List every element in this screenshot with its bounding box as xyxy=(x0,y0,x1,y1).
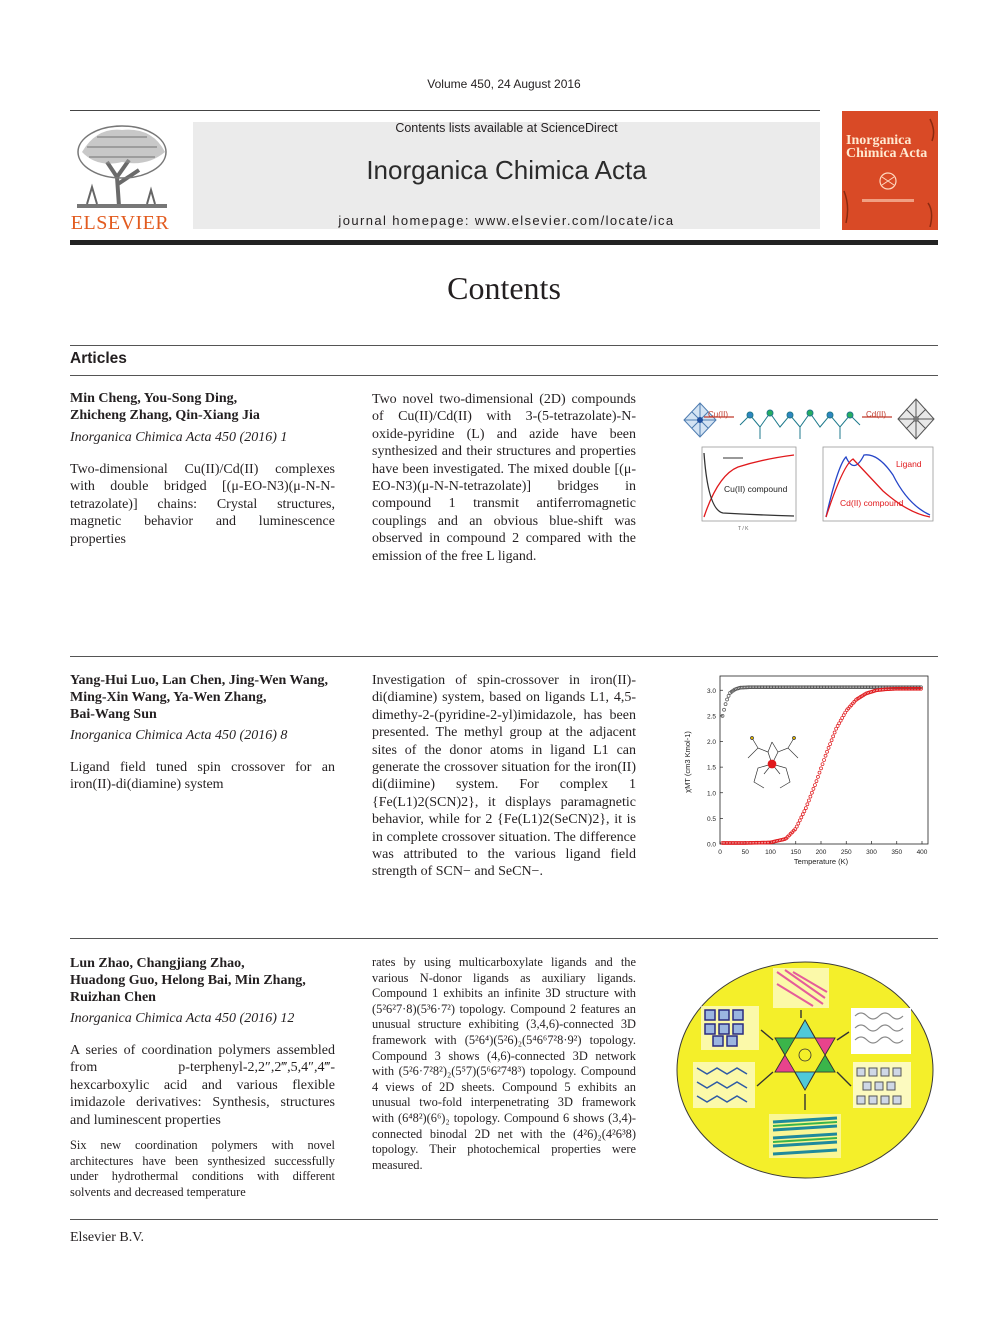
spin-crossover-chart xyxy=(676,668,938,873)
cu-compound-label: Cu(II) compound xyxy=(724,484,788,494)
data-point xyxy=(804,807,807,810)
cu-polyhedron-icon xyxy=(684,403,716,437)
data-point xyxy=(806,803,809,806)
ligand-chain-icon xyxy=(740,410,860,439)
data-point xyxy=(826,750,829,753)
x-tick-label: 50 xyxy=(741,849,749,856)
data-point xyxy=(820,767,823,770)
article-1-graphical-abstract xyxy=(678,395,938,530)
structure-thumbnail xyxy=(853,1062,911,1108)
x-tick-label: 250 xyxy=(840,849,852,856)
x-tick-label: 200 xyxy=(815,849,827,856)
author-line: Lun Zhao, Changjiang Zhao, xyxy=(70,956,245,971)
page-title: Contents xyxy=(447,270,561,306)
publisher-footer: Elsevier B.V. xyxy=(70,1230,145,1245)
data-point xyxy=(830,739,833,742)
author-line: Zhicheng Zhang, Qin-Xiang Jia xyxy=(70,408,260,423)
journal-title: Inorganica Chimica Acta xyxy=(366,155,647,185)
header-rule xyxy=(70,110,820,111)
journal-cover-image xyxy=(842,111,938,230)
y-tick-label: 1.0 xyxy=(706,790,716,798)
data-point xyxy=(795,825,798,828)
data-point xyxy=(818,771,821,774)
structure-thumbnail xyxy=(693,1062,755,1108)
x-tick-label: 0 xyxy=(718,849,722,856)
article-2-authors xyxy=(70,672,340,723)
data-point xyxy=(816,775,819,778)
cover-title-line2: Chimica Acta xyxy=(846,146,928,161)
article-separator xyxy=(70,938,938,939)
chart-points xyxy=(721,686,922,845)
magnetic-xlabel: T / K xyxy=(738,526,749,530)
structure-thumbnail xyxy=(701,1006,759,1050)
y-tick-label: 2.0 xyxy=(706,739,716,746)
data-point xyxy=(723,708,726,711)
chart-frame xyxy=(720,676,928,844)
cd-compound-label: Cd(II) compound xyxy=(840,498,904,508)
author-line: Yang-Hui Luo, Lan Chen, Jing-Wen Wang, xyxy=(70,673,329,688)
article-3-citation[interactable]: Inorganica Chimica Acta 450 (2016) 12 xyxy=(70,1011,295,1026)
data-point xyxy=(726,698,729,701)
article-2-title[interactable]: Ligand field tuned spin crossover for an iron(II)-di(diamine) system xyxy=(70,760,335,793)
author-line: Huadong Guo, Helong Bai, Min Zhang, xyxy=(70,973,306,988)
author-line: Ruizhan Chen xyxy=(70,990,156,1005)
author-line: Min Cheng, You-Song Ding, xyxy=(70,391,238,406)
y-tick-label: 2.5 xyxy=(706,713,716,721)
section-rule-bottom xyxy=(70,375,938,376)
series-2 xyxy=(721,687,922,844)
data-point xyxy=(803,810,806,813)
cd-label: Cd(II) xyxy=(866,410,886,419)
data-point xyxy=(809,795,812,798)
chart-axes xyxy=(683,676,928,866)
structure-thumbnail xyxy=(773,968,829,1008)
structure-thumbnail xyxy=(851,1008,911,1054)
section-heading: Articles xyxy=(70,350,127,367)
data-point xyxy=(829,743,832,746)
author-line: Bai-Wang Sun xyxy=(70,707,157,722)
contents-available-text[interactable]: Contents lists available at ScienceDirect xyxy=(395,121,618,135)
data-point xyxy=(798,819,801,822)
article-3-graphical-abstract xyxy=(673,958,938,1183)
x-tick-label: 350 xyxy=(891,849,903,856)
data-point xyxy=(823,758,826,761)
data-point xyxy=(821,763,824,766)
article-3-authors xyxy=(70,955,340,1006)
data-point xyxy=(807,799,810,802)
article-3-abstract-part2: rates by using multicarboxylate ligands and the various N-donor ligands as auxiliary ligands. Compound 1 exhibits an infinite 3D structure with (5²6²7·8)(5³6·7²) topology. Compound 2 features an unusual structure exhibiting (3,4,6)-connected 3D framework with (5²6⁴)(5²6)₂(5⁴6⁶7²8·9²) topology. Compound 3 shows (4,6)-connected 3D network with (5²6·7²8²)₂(5⁵7)(5⁶6²7⁴8³) topology. Compound 4 views of 2D sheets. Compound 5 exhibits an unusual two-fold interpenetrating 3D framework with (6⁴8²)(6⁶)₂ topology. Compound 6 shows (3,4)-connected binodal 2D net with the (4²6)₂(4²6³8) topology. Their photochemical properties were measured. xyxy=(372,955,636,1172)
journal-homepage[interactable]: journal homepage: www.elsevier.com/locate/ica xyxy=(338,213,675,228)
cu-label: Cu(II) xyxy=(708,410,728,419)
ligand-label: Ligand xyxy=(896,459,922,469)
cd-polyhedron-icon xyxy=(898,399,934,439)
footer-rule xyxy=(70,1219,938,1220)
cover-title-line1: Inorganica xyxy=(846,133,912,148)
author-line: Ming-Xin Wang, Ya-Wen Zhang, xyxy=(70,690,267,705)
y-tick-label: 1.5 xyxy=(706,764,716,772)
data-point xyxy=(813,784,816,787)
y-tick-label: 0.0 xyxy=(706,841,716,849)
y-axis-label: χMT (cm3 Kmol-1) xyxy=(683,731,692,793)
article-2-citation[interactable]: Inorganica Chimica Acta 450 (2016) 8 xyxy=(70,728,288,743)
header-thick-rule xyxy=(70,240,938,245)
y-tick-label: 0.5 xyxy=(706,815,716,823)
article-separator xyxy=(70,656,938,657)
x-axis-label: Temperature (K) xyxy=(793,857,849,866)
data-point xyxy=(812,787,815,790)
data-point xyxy=(797,822,800,825)
data-point xyxy=(810,791,813,794)
fe-complex-structure-icon xyxy=(748,737,798,789)
section-rule-top xyxy=(70,345,938,346)
article-1-abstract: Two novel two-dimensional (2D) compounds of Cu(II)/Cd(II) with 3-(5-tetrazolate)-N-oxide-pyridine (L) and azide have been synthesized and their structures and properties have been investigated. The mixed double [(μ-EO-N3)(μ-N-N-tetrazolate)] bridges in compound 1 transmit antiferromagnetic couplings and an obvious blue-shift was observed in compound 2 compared with the emission of the free L ligand. xyxy=(372,392,636,564)
x-tick-label: 100 xyxy=(765,849,776,856)
article-1-authors xyxy=(70,390,340,424)
article-2-abstract: Investigation of spin-crossover in iron(II)-di(diamine) system, based on ligands L1, 4,5-dimethy-2-(pyridine-2-yl)imidazole, has been presented. The methyl group at the adjacent sites of the donor atoms in ligand L1 can generate the crossover situation for the iron(II) di(diimine) system. For complex 1 {Fe(L1)2(SCN)2}, it displays paramagnetic behavior, while for 2 {Fe(L1)2(SeCN)2}, it is in complete crossover situation. The difference was attributed to the various ligand field strength of SCN− and SeCN−. xyxy=(372,673,636,880)
data-point xyxy=(801,813,804,816)
structure-thumbnail xyxy=(769,1114,841,1158)
data-point xyxy=(800,816,803,819)
x-tick-label: 400 xyxy=(916,849,928,856)
y-tick-label: 3.0 xyxy=(706,687,716,695)
data-point xyxy=(815,780,818,783)
x-tick-label: 150 xyxy=(790,849,802,856)
data-point xyxy=(724,703,727,706)
article-3-abstract-part1: Six new coordination polymers with novel architectures have been synthesized successfully under hydrothermal conditions with different solvents and decreased temperature xyxy=(70,1138,335,1199)
elsevier-wordmark: ELSEVIER xyxy=(70,212,170,234)
data-point xyxy=(824,754,827,757)
data-point xyxy=(833,731,836,734)
data-point xyxy=(727,694,730,697)
volume-info: Volume 450, 24 August 2016 xyxy=(427,77,581,91)
data-point xyxy=(832,735,835,738)
article-1-citation[interactable]: Inorganica Chimica Acta 450 (2016) 1 xyxy=(70,430,288,445)
article-3-title[interactable]: A series of coordination polymers assembled from p-terphenyl-2,2″,2‴,5,4″,4‴-hexcarboxylic acid and various flexible imidazole derivatives: Synthesis, structures and luminescent properties xyxy=(70,1043,335,1128)
x-tick-label: 300 xyxy=(866,849,877,856)
data-point xyxy=(827,746,830,749)
article-1-title[interactable]: Two-dimensional Cu(II)/Cd(II) complexes with double bridged [(μ-EO-N3)(μ-N-N-tetrazolate)] chains: Crystal structures, magnetic behavior and luminescence properties xyxy=(70,462,335,547)
cover-decoration xyxy=(842,111,938,230)
